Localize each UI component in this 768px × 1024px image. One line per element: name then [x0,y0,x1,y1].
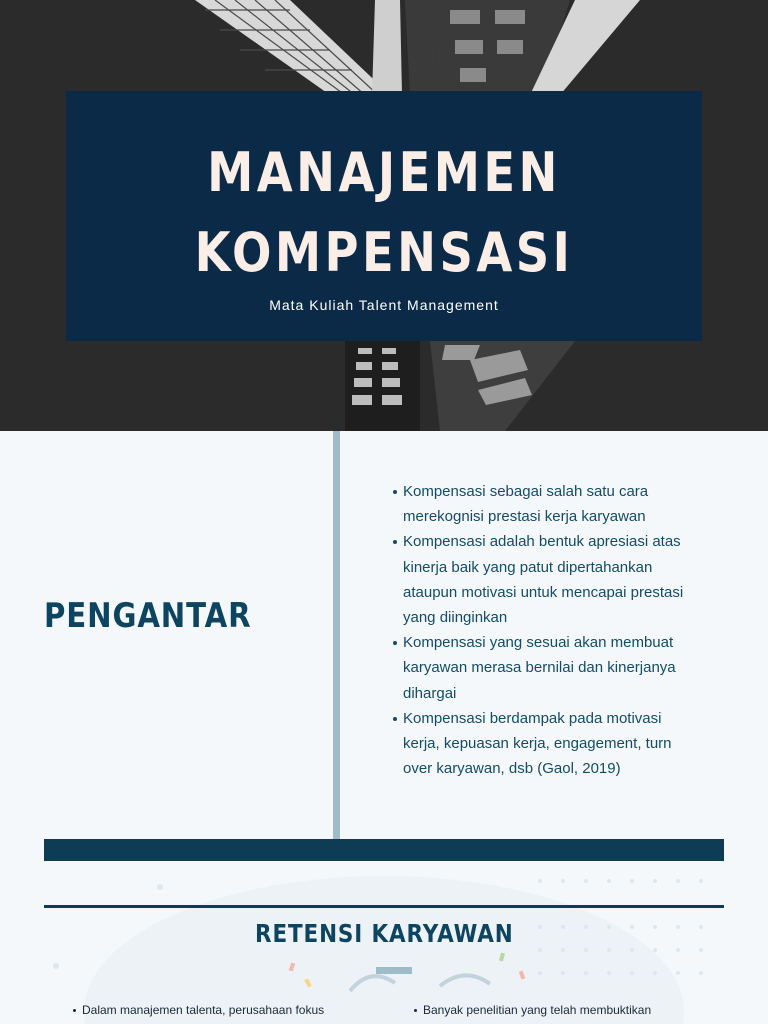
document-subtitle: Mata Kuliah Talent Management [269,297,499,313]
hero-banner [0,0,768,431]
pengantar-heading: PENGANTAR [44,596,252,636]
bullet-item: Kompensasi sebagai salah satu cara merekognisi prestasi kerja karyawan [390,479,690,529]
bullet-item: Kompensasi yang sesuai akan membuat karyawan merasa bernilai dan kinerjanya dihargai [390,630,690,706]
retensi-right-item: Banyak penelitian yang telah membuktikan [413,1001,651,1019]
document-title [111,91,658,293]
retensi-heading [0,919,768,948]
bullet-item: Kompensasi adalah bentuk apresiasi atas kinerja baik yang patut dipertahankan ataupun motivasi untuk mencapai prestasi yang diinginkan [390,529,690,630]
title-line-2: KOMPENSASI [194,221,574,284]
section-band [44,839,724,861]
title-box [66,91,702,341]
retensi-rule [44,905,724,908]
vertical-divider [333,431,340,839]
pengantar-bullet-list [390,479,690,781]
retensi-left-item: Dalam manajemen talenta, perusahaan fokus [72,1001,324,1019]
heading-accent-bar [376,967,412,974]
title-line-1: MANAJEMEN [207,141,561,204]
bullet-item: Kompensasi berdampak pada motivasi kerja, kepuasan kerja, engagement, turn over karyawan, dsb (Gaol, 2019) [390,706,690,782]
retensi-heading-text: RETENSI KARYAWAN [254,919,514,948]
